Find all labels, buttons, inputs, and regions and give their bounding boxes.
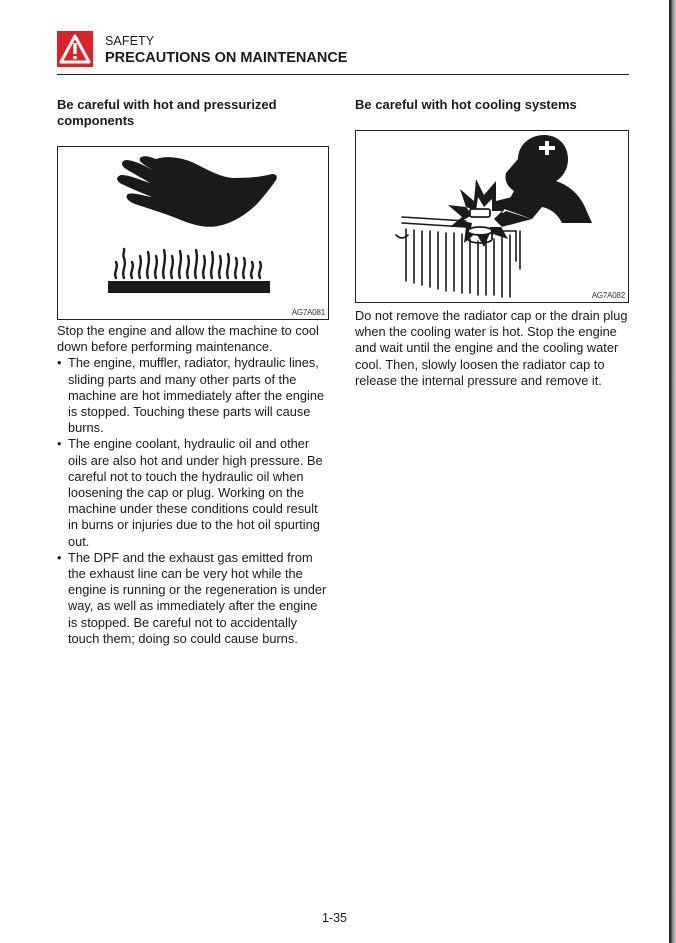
list-item: • The engine coolant, hydraulic oil and other oils are also hot and under high pressure. Be careful not to touch the hydraulic oil when loosening the cap or plug. Working on the machine under these conditions could result in burns or injuries due to the hot oil spurting out. xyxy=(57,436,323,549)
right-heading: Be careful with hot cooling systems xyxy=(355,97,577,112)
figure-id: AG7A081 xyxy=(291,308,325,317)
warning-triangle-icon xyxy=(57,31,93,67)
left-column xyxy=(57,97,329,647)
left-intro: Stop the engine and allow the machine to cool down before performing maintenance. xyxy=(57,323,319,355)
radiator-cap-burst-icon xyxy=(356,131,630,302)
cooling-system-figure xyxy=(355,130,629,303)
section-label: SAFETY xyxy=(105,34,155,48)
hot-components-figure xyxy=(57,146,329,320)
page-number: 1-35 xyxy=(321,911,348,925)
header-divider xyxy=(57,74,629,75)
list-item: • The DPF and the exhaust gas emitted from the exhaust line can be very hot while the engine is running or the regeneration is under way, as well as immediately after the engine is stopped. Be careful not to accidentally touch them; doing so could cause burns. xyxy=(57,549,327,646)
right-column xyxy=(355,97,629,389)
bullet-dot-icon: • xyxy=(57,355,62,371)
page-edge-shadow xyxy=(669,0,676,943)
right-body: Do not remove the radiator cap or the drain plug when the cooling water is hot. Stop the engine and wait until the engine and the cooling water cool. Then, slowly loosen the radiator cap to release the internal pressure and remove it. xyxy=(355,308,628,388)
bullet-dot-icon: • xyxy=(57,436,62,452)
section-header xyxy=(57,31,629,75)
figure-id: AG7A082 xyxy=(591,291,625,300)
left-heading: Be careful with hot and pressurized components xyxy=(57,97,277,128)
hazard-list xyxy=(57,355,329,647)
page-title: PRECAUTIONS ON MAINTENANCE xyxy=(105,50,348,66)
list-item: • The engine, muffler, radiator, hydraulic lines, sliding parts and many other parts of the machine are hot immediately after the engine is stopped. Touching these parts will cause burns. xyxy=(57,355,325,436)
hot-surface-hand-icon xyxy=(58,147,330,319)
bullet-dot-icon: • xyxy=(57,549,62,565)
